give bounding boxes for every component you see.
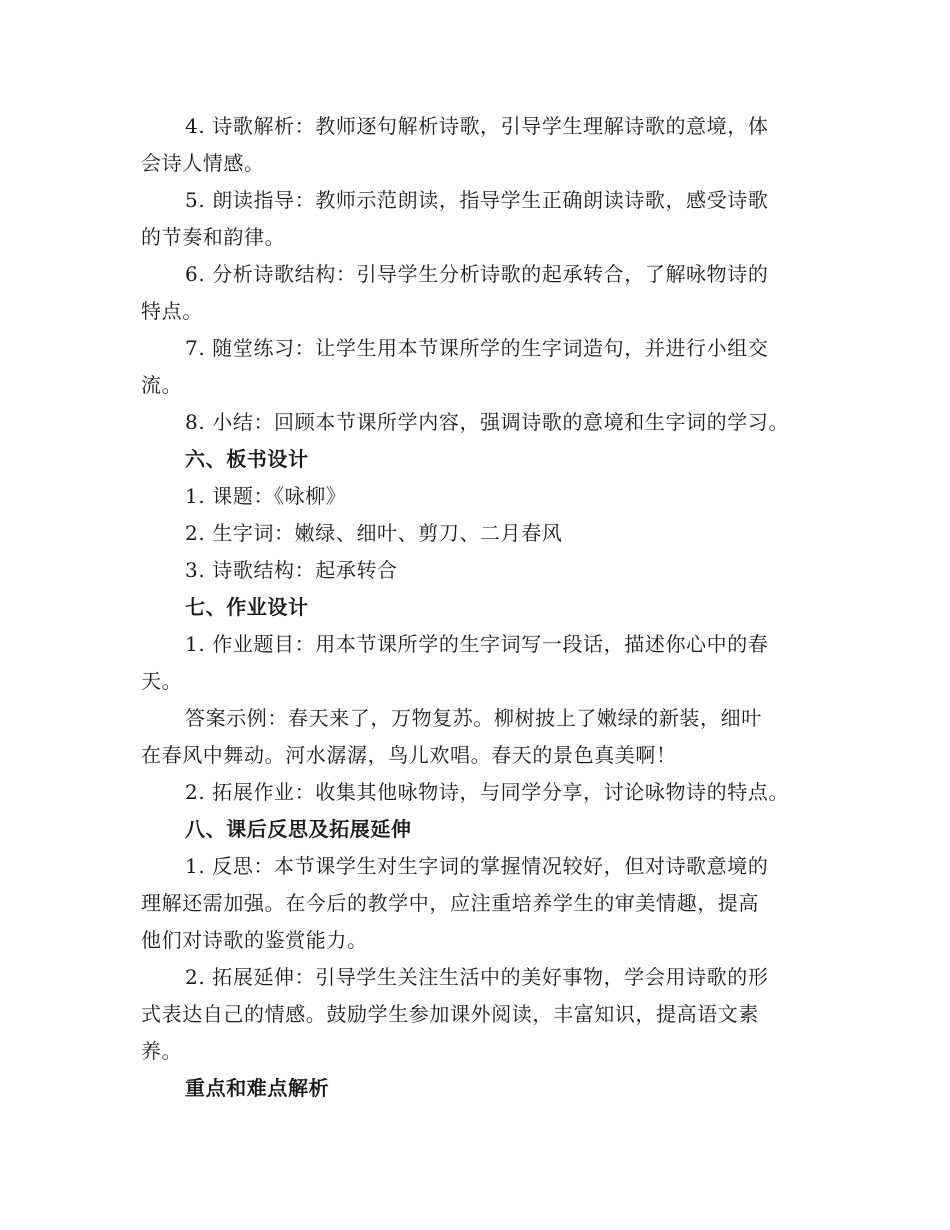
section-heading: 六、板书设计 [185, 447, 309, 471]
text-line: 答案示例：春天来了，万物复苏。柳树披上了嫩绿的新装，细叶 [185, 706, 762, 730]
text-line: 的节奏和韵律。 [141, 225, 286, 249]
text-line: 6. 分析诗歌结构：引导学生分析诗歌的起承转合，了解咏物诗的 [185, 262, 769, 286]
text-line: 2. 拓展作业：收集其他咏物诗，与同学分享，讨论咏物诗的特点。 [185, 780, 790, 804]
text-line: 7. 随堂练习：让学生用本节课所学的生字词造句，并进行小组交 [185, 336, 769, 360]
document-page [141, 108, 813, 1107]
text-line: 养。 [141, 1039, 183, 1063]
section-heading: 七、作业设计 [185, 595, 309, 619]
text-line: 特点。 [141, 299, 203, 323]
text-line: 4. 诗歌解析：教师逐句解析诗歌，引导学生理解诗歌的意境，体 [185, 114, 769, 138]
text-line: 理解还需加强。在今后的教学中，应注重培养学生的审美情趣，提高 [141, 891, 759, 915]
text-line: 8. 小结：回顾本节课所学内容，强调诗歌的意境和生字词的学习。 [185, 410, 790, 434]
section-heading: 八、课后反思及拓展延伸 [185, 817, 412, 841]
text-line: 流。 [141, 373, 183, 397]
text-line: 1. 课题：《咏柳》 [185, 484, 347, 508]
section-heading: 重点和难点解析 [185, 1076, 330, 1100]
text-line: 3. 诗歌结构：起承转合 [185, 558, 398, 582]
text-line: 1. 作业题目：用本节课所学的生字词写一段话，描述你心中的春 [185, 632, 769, 656]
text-line: 2. 生字词：嫩绿、细叶、剪刀、二月春风 [185, 521, 563, 545]
text-line: 2. 拓展延伸：引导学生关注生活中的美好事物，学会用诗歌的形 [185, 965, 769, 989]
text-line: 式表达自己的情感。鼓励学生参加课外阅读，丰富知识，提高语文素 [141, 1002, 759, 1026]
text-line: 他们对诗歌的鉴赏能力。 [141, 928, 368, 952]
text-line: 会诗人情感。 [141, 151, 265, 175]
text-line: 1. 反思：本节课学生对生字词的掌握情况较好，但对诗歌意境的 [185, 854, 769, 878]
text-line: 天。 [141, 669, 183, 693]
text-line: 5. 朗读指导：教师示范朗读，指导学生正确朗读诗歌，感受诗歌 [185, 188, 769, 212]
text-line: 在春风中舞动。河水潺潺，鸟儿欢唱。春天的景色真美啊！ [141, 743, 677, 767]
